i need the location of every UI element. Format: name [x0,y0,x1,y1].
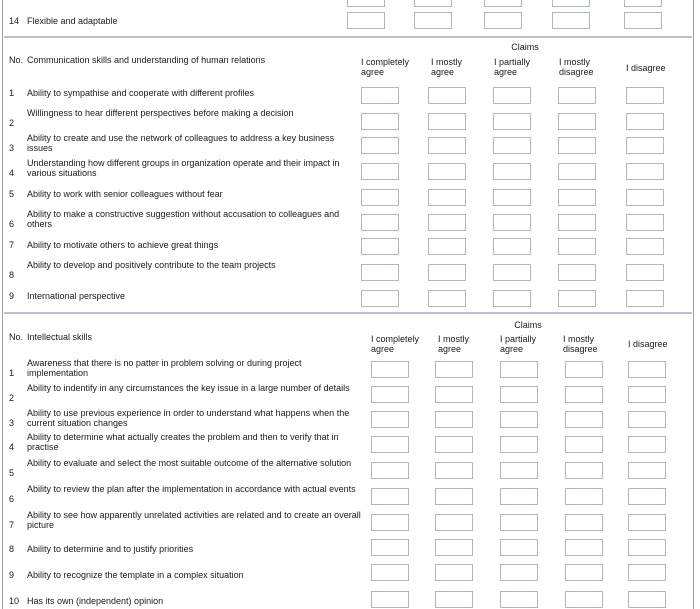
rating-box[interactable] [558,214,596,231]
item-number: 4 [9,168,15,178]
rating-box[interactable] [371,591,409,608]
rating-box[interactable] [626,238,664,255]
rating-box[interactable] [371,514,409,531]
rating-box[interactable] [435,361,473,378]
rating-box[interactable] [626,189,664,206]
column-header: I disagree [628,339,668,349]
item-label: Ability to make a constructive suggestion without accusation to colleagues and others [27,209,340,229]
rating-box[interactable] [435,462,473,479]
column-header: I mostly disagree [563,334,598,354]
rating-box[interactable] [428,290,466,307]
rating-box[interactable] [628,386,666,403]
rating-box[interactable] [565,462,603,479]
rating-box[interactable] [628,462,666,479]
column-header: I disagree [626,63,666,73]
rating-box[interactable] [565,564,603,581]
rating-box[interactable] [624,0,662,7]
rating-box[interactable] [435,514,473,531]
rating-box[interactable] [500,539,538,556]
rating-box[interactable] [428,189,466,206]
column-header-no: No. [9,55,24,65]
rating-box[interactable] [361,264,399,281]
item-number: 8 [9,270,15,280]
item-label: Ability to determine and to justify priorities [27,544,194,554]
item-number: 9 [9,570,15,580]
item-label: Ability to see how apparently unrelated activities are related and to create an overall picture [27,510,361,530]
rating-box[interactable] [493,238,531,255]
rating-box[interactable] [500,514,538,531]
rating-box[interactable] [493,264,531,281]
item-label: Ability to develop and positively contribute to the team projects [27,260,276,270]
rating-box[interactable] [626,290,664,307]
rating-box[interactable] [565,411,603,428]
rating-box[interactable] [371,539,409,556]
rating-box[interactable] [628,514,666,531]
rating-box[interactable] [428,137,466,154]
item-label: Ability to recognize the template in a complex situation [27,570,244,580]
rating-box[interactable] [565,539,603,556]
item-label: Ability to create and use the network of colleagues to address a key business issues [27,133,335,153]
item-number: 10 [9,596,20,606]
rating-box[interactable] [626,264,664,281]
rating-box[interactable] [552,12,590,29]
rating-box[interactable] [371,436,409,453]
rating-box[interactable] [493,137,531,154]
rating-box[interactable] [500,488,538,505]
rating-box[interactable] [371,411,409,428]
rating-box[interactable] [361,137,399,154]
rating-box[interactable] [628,361,666,378]
rating-box[interactable] [558,238,596,255]
rating-box[interactable] [628,564,666,581]
rating-box[interactable] [435,564,473,581]
rating-box[interactable] [484,12,522,29]
column-header: I partially agree [500,334,537,354]
rating-box[interactable] [624,12,662,29]
rating-box[interactable] [565,488,603,505]
rating-box[interactable] [552,0,590,7]
rating-box[interactable] [500,361,538,378]
item-label: Understanding how different groups in organization operate and their impact in various situations [27,158,340,178]
column-header: I completely agree [361,57,410,77]
rating-box[interactable] [628,488,666,505]
item-label: Ability to determine what actually creates the problem and then to verify that in practise [27,432,339,452]
item-number: 6 [9,219,15,229]
item-number: 3 [9,418,15,428]
item-number: 4 [9,442,15,452]
rating-box[interactable] [493,189,531,206]
item-number: 8 [9,544,15,554]
item-number: 1 [9,88,15,98]
rating-box[interactable] [565,514,603,531]
rating-box[interactable] [371,488,409,505]
item-label: Ability to motivate others to achieve great things [27,240,219,250]
rating-box[interactable] [558,264,596,281]
rating-box[interactable] [565,591,603,608]
rating-box[interactable] [371,564,409,581]
rating-box[interactable] [435,539,473,556]
rating-box[interactable] [435,591,473,608]
rating-box[interactable] [626,113,664,130]
rating-box[interactable] [626,214,664,231]
rating-box[interactable] [361,163,399,180]
rating-box[interactable] [361,113,399,130]
rating-box[interactable] [558,87,596,104]
rating-box[interactable] [428,163,466,180]
rating-box[interactable] [558,113,596,130]
frame-right-border [693,0,694,609]
column-header: I mostly agree [438,334,470,354]
rating-box[interactable] [361,189,399,206]
item-number: 7 [9,520,15,530]
rating-box[interactable] [558,189,596,206]
rating-box[interactable] [428,87,466,104]
rating-box[interactable] [435,386,473,403]
item-number: 2 [9,393,15,403]
section-title: Intellectual skills [27,332,93,342]
rating-box[interactable] [371,361,409,378]
rating-box[interactable] [500,386,538,403]
rating-box[interactable] [484,0,522,7]
rating-box[interactable] [428,238,466,255]
rating-box[interactable] [500,411,538,428]
item-number: 2 [9,118,15,128]
rating-box[interactable] [628,591,666,608]
rating-box[interactable] [565,436,603,453]
rating-box[interactable] [371,462,409,479]
item-label: Ability to use previous experience in order to understand what happens when the current situation changes [27,408,350,428]
column-header: I mostly disagree [559,57,594,77]
rating-box[interactable] [626,163,664,180]
item-number: 1 [9,368,15,378]
rating-box[interactable] [414,0,452,7]
item-label: Ability to sympathise and cooperate with different profiles [27,88,254,98]
column-header: I mostly agree [431,57,463,77]
rating-box[interactable] [558,290,596,307]
rating-box[interactable] [565,361,603,378]
rating-box[interactable] [628,436,666,453]
rating-box[interactable] [371,386,409,403]
rating-box[interactable] [414,12,452,29]
rating-box[interactable] [347,12,385,29]
rating-box[interactable] [493,290,531,307]
rating-box[interactable] [500,436,538,453]
rating-box[interactable] [493,87,531,104]
rating-box[interactable] [500,591,538,608]
rating-box[interactable] [361,290,399,307]
claims-header: Claims [511,42,539,52]
item-number: 9 [9,291,15,301]
item-label: Awareness that there is no patter in problem solving or during project implementation [27,358,302,378]
rating-box[interactable] [565,386,603,403]
item-label: International perspective [27,291,126,301]
rating-box[interactable] [500,564,538,581]
rating-box[interactable] [435,436,473,453]
section-divider [4,36,692,38]
item-label: Ability to evaluate and select the most suitable outcome of the alternative solution [27,458,352,468]
rating-box[interactable] [347,0,385,7]
item-number: 7 [9,240,15,250]
item-number: 6 [9,494,15,504]
rating-box[interactable] [435,488,473,505]
item-label: Ability to work with senior colleagues without fear [27,189,223,199]
rating-box[interactable] [435,411,473,428]
rating-box[interactable] [628,539,666,556]
section-title: Communication skills and understanding of human relations [27,55,266,65]
item-label: Ability to review the plan after the implementation in accordance with actual events [27,484,356,494]
rating-box[interactable] [361,238,399,255]
column-header-no: No. [9,332,24,342]
item-number: 5 [9,468,15,478]
rating-box[interactable] [628,411,666,428]
rating-box[interactable] [428,214,466,231]
rating-box[interactable] [361,214,399,231]
rating-box[interactable] [428,264,466,281]
rating-box[interactable] [493,214,531,231]
item-number: 5 [9,189,15,199]
rating-box[interactable] [626,137,664,154]
row-number: 14 [9,16,20,26]
row-label: Flexible and adaptable [27,16,118,26]
rating-box[interactable] [493,113,531,130]
item-label: Willingness to hear different perspectives before making a decision [27,108,294,118]
rating-box[interactable] [558,163,596,180]
column-header: I partially agree [494,57,531,77]
rating-box[interactable] [361,87,399,104]
rating-box[interactable] [500,462,538,479]
rating-box[interactable] [493,163,531,180]
frame-left-border [2,0,3,609]
item-label: Has its own (independent) opinion [27,596,164,606]
item-label: Ability to indentify in any circumstances the key issue in a large number of details [27,383,350,393]
claims-header: Claims [514,320,542,330]
item-number: 3 [9,143,15,153]
rating-box[interactable] [428,113,466,130]
column-header: I completely agree [371,334,420,354]
section-divider [4,312,692,314]
rating-box[interactable] [558,137,596,154]
rating-box[interactable] [626,87,664,104]
